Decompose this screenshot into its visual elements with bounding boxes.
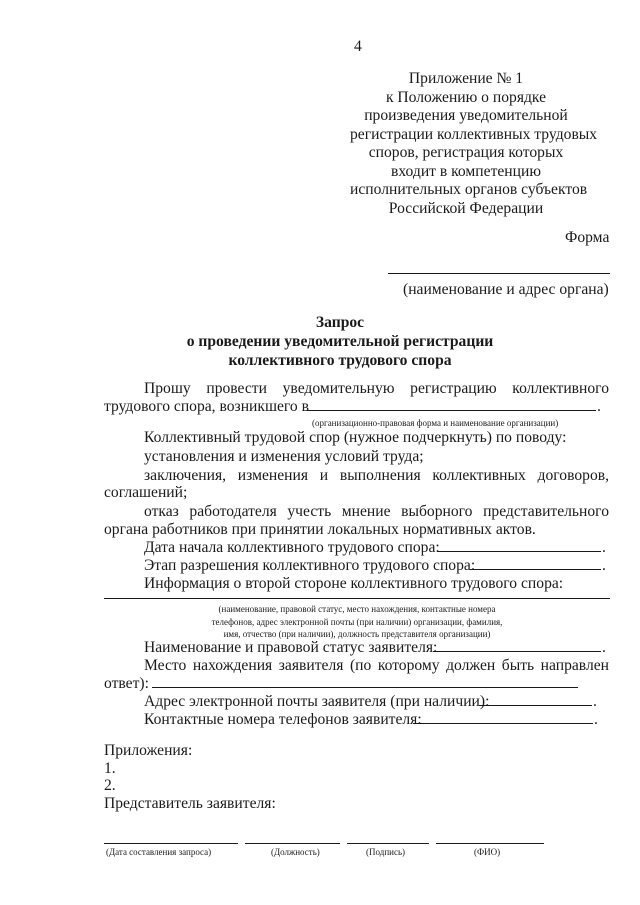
applicant-location-label: ответ): <box>104 675 149 692</box>
organization-caption: (организационно-правовая форма и наименование организации) <box>312 418 559 428</box>
full-name-caption: (ФИО) <box>474 847 501 857</box>
name-blank-line <box>436 843 544 844</box>
second-party-label: Информация о второй стороне коллективного трудового спора: <box>144 575 564 592</box>
dispute-option: отказ работодателя учесть мнение выборного представительного <box>144 503 609 520</box>
second-party-blank-line <box>104 598 610 599</box>
dispute-option: установления и изменения условий труда; <box>144 448 424 465</box>
attachment-item: 1. <box>104 760 116 777</box>
dispute-option: органа работников при принятии локальных нормативных актов. <box>104 521 536 538</box>
date-caption: (Дата составления запроса) <box>106 847 212 857</box>
applicant-name-label: Наименование и правовой статус заявителя: <box>144 639 438 656</box>
period: . <box>594 711 598 728</box>
caption-line: имя, отчество (при наличии), должность представителя организации) <box>223 629 491 639</box>
applicant-phones-blank-line <box>413 723 593 724</box>
appendix-line: регистрации коллективных трудовых <box>350 125 598 143</box>
signature-blank-line <box>347 843 429 844</box>
organ-caption: (наименование и адрес органа) <box>403 281 609 298</box>
request-text-line: Прошу провести уведомительную регистрацию коллективного <box>144 380 609 397</box>
position-caption: (Должность) <box>271 847 320 857</box>
signature-caption: (Подпись) <box>366 847 406 857</box>
appendix-line: Российской Федерации <box>388 199 544 217</box>
dispute-option: заключения, изменения и выполнения коллективных договоров, <box>144 467 609 484</box>
organization-blank-line <box>307 410 596 411</box>
period: . <box>602 639 606 656</box>
applicant-email-blank-line <box>479 705 592 706</box>
dispute-option: соглашений; <box>104 484 188 501</box>
period: . <box>597 398 601 415</box>
appendix-line: споров, регистрация которых <box>368 144 564 161</box>
title-line: коллективного трудового спора <box>228 352 452 369</box>
stage-blank-line <box>470 569 601 570</box>
request-text-line: трудового спора, возникшего в <box>104 398 309 415</box>
period: . <box>602 539 606 556</box>
organ-blank-line <box>388 273 610 274</box>
appendix-line: исполнительных органов субъектов <box>350 181 588 198</box>
stage-label: Этап разрешения коллективного трудового спора: <box>144 557 476 574</box>
representative-label: Представитель заявителя: <box>104 795 276 812</box>
appendix-line: к Положению о порядке <box>385 88 547 106</box>
date-blank-line <box>104 843 238 844</box>
appendix-header <box>350 70 598 218</box>
appendix-line: произведения уведомительной <box>364 107 568 124</box>
second-party-caption <box>104 603 610 641</box>
caption-line: телефонов, адрес электронной почты (при наличии) организации, фамилия, <box>211 616 503 627</box>
dispute-reason-heading: Коллективный трудовой спор (нужное подчеркнуть) по поводу: <box>144 429 567 446</box>
period: . <box>593 693 597 710</box>
start-date-label: Дата начала коллективного трудового спора: <box>144 539 440 556</box>
appendix-line: Приложение № 1 <box>408 70 524 87</box>
applicant-name-blank-line <box>433 651 601 652</box>
applicant-location-label: Место нахождения заявителя (по которому должен быть направлен <box>144 657 609 674</box>
form-label: Форма <box>565 229 610 246</box>
position-blank-line <box>245 843 340 844</box>
document-title <box>140 313 540 370</box>
attachment-item: 2. <box>104 777 116 794</box>
title-line: о проведении уведомительной регистрации <box>186 333 494 350</box>
applicant-location-blank-line <box>152 687 578 688</box>
title-line: Запрос <box>315 314 365 331</box>
caption-line: (наименование, правовой статус, место нахождения, контактные номера <box>218 604 496 614</box>
applicant-email-label: Адрес электронной почты заявителя (при наличии): <box>144 693 490 710</box>
appendix-line: входит в компетенцию <box>390 162 541 180</box>
period: . <box>602 557 606 574</box>
applicant-phones-label: Контактные номера телефонов заявителя: <box>144 711 422 728</box>
start-date-blank-line <box>437 551 601 552</box>
attachments-label: Приложения: <box>104 742 193 759</box>
page-number: 4 <box>354 38 362 55</box>
